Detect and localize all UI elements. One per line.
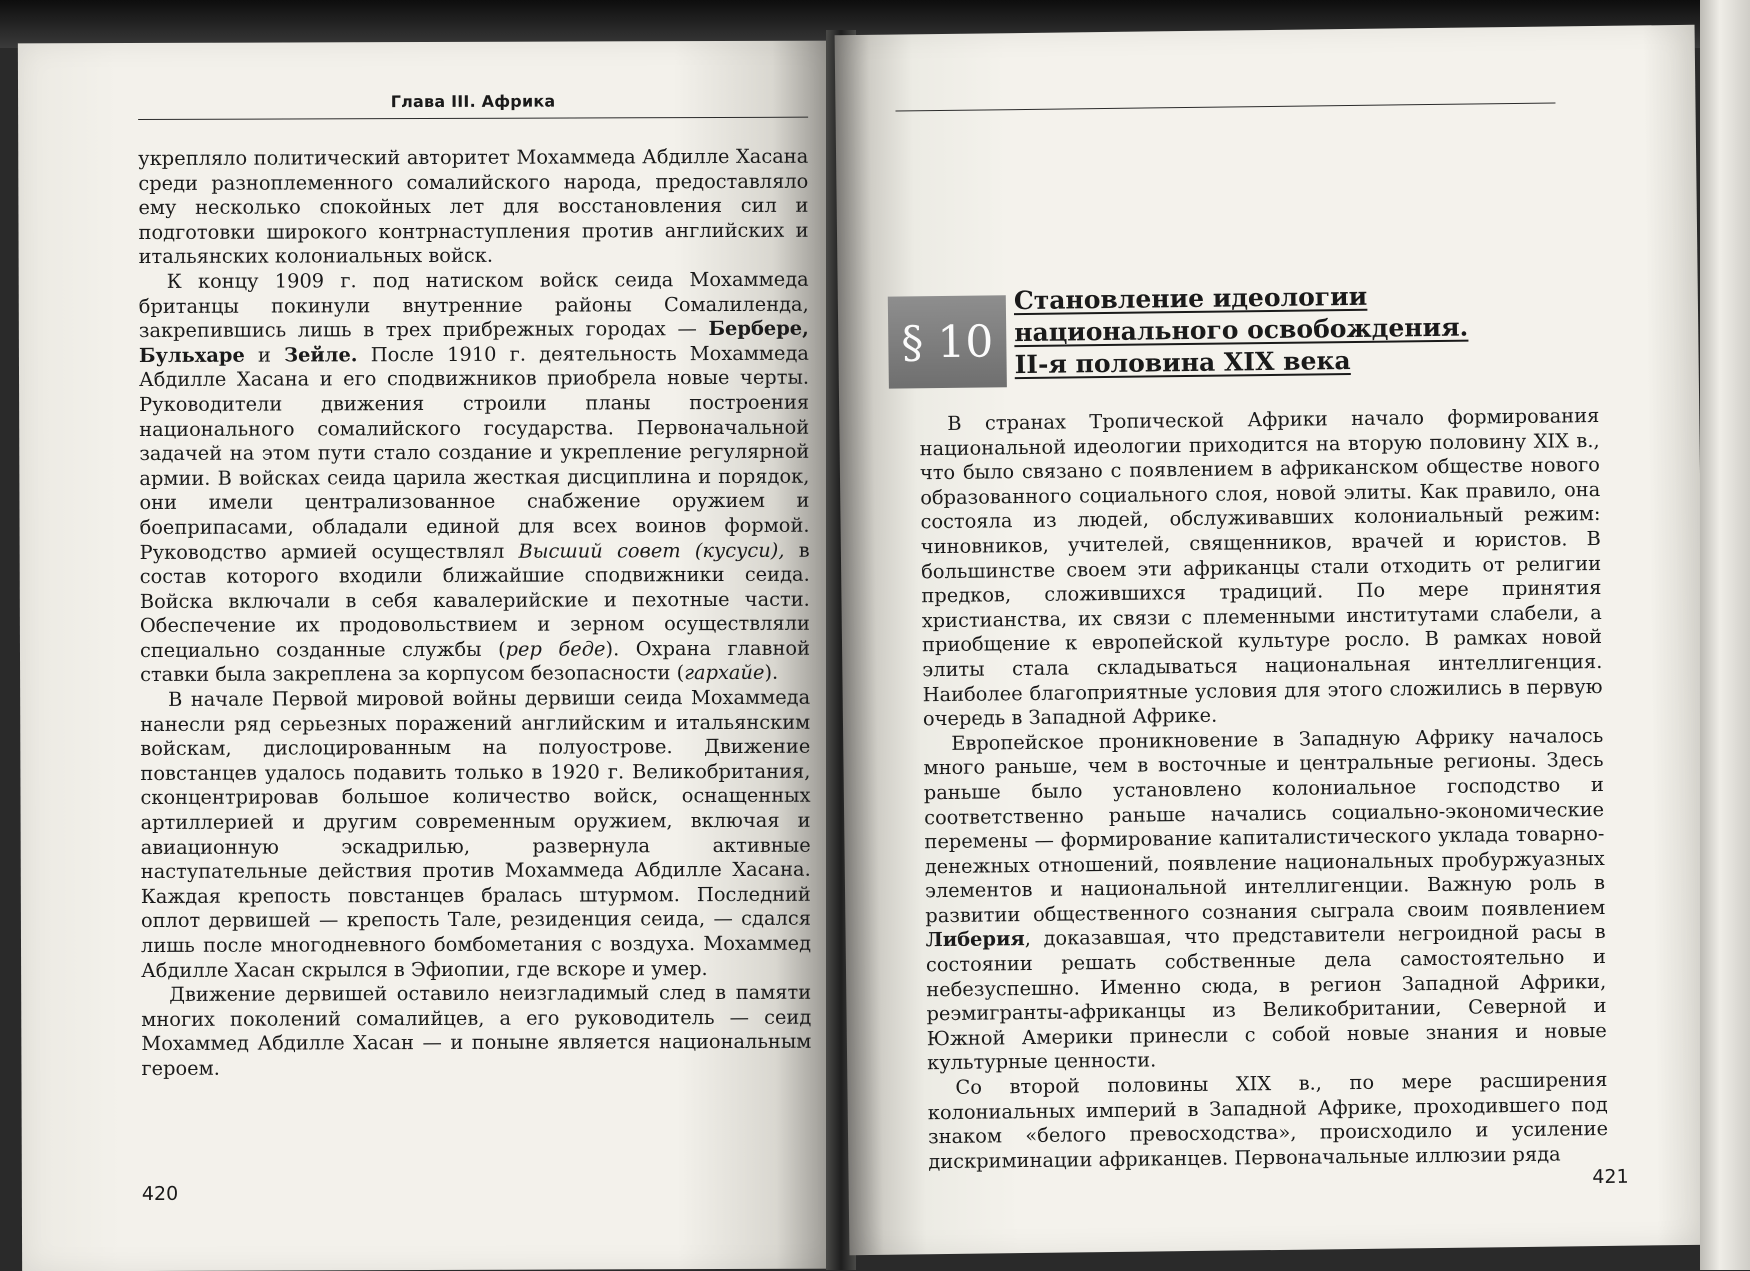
section-title-line: II-я половина XIX века <box>1014 346 1351 380</box>
page-number: 420 <box>141 1182 179 1206</box>
right-body-text <box>919 404 1608 1175</box>
right-page <box>835 25 1710 1255</box>
paragraph: В странах Тропической Африки начало формирования национальной идеологии приходится на вторую половину XIX в., что было связано с появлением в африканском обществе нового образованного социального слоя, новой элиты. Как правило, она состояла из людей, обслуживавших колониальный режим: чиновников, учителей, священников, врачей и юристов. В большинстве своем эти африканцы стали отходить от религии предков, сложившихся традиций. По мере принятия христианства, их связи с племенными институтами слабели, а приобщение к европейской культуре росло. В рамках новой элиты стала складываться национальная интеллигенция. Наиболее благоприятные условия для этого сложились в первую очередь в Западной Африке. <box>919 403 1603 731</box>
running-head: Глава III. Африка <box>390 91 556 112</box>
section-number-badge: § 10 <box>888 295 1007 388</box>
paragraph: К концу 1909 г. под натиском войск сеида Мохаммеда британцы покинули внутренние районы Сомалиленда, закрепившись лишь в трех прибрежных городах — Бербере, Бульхаре и Зейле. После 1910 г. деятельность Мохаммеда Абдилле Хасана и его сподвижников приобрела новые черты. Руководители движения строили планы построения национального сомалийского государства. Первоначальной задачей на этом пути стало создание и укрепление регулярной армии. В войсках сеида царила жесткая дисциплина и порядок, они имели централизованное снабжение оружием и боеприпасами, обладали единой для всех воинов формой. Руководство армией осуществлял Высший совет (кусуси), в состав которого входили ближайшие сподвижники сеида. Войска включали в себя кавалерийские и пехотные части. Обеспечение их продовольствием и зерном осуществляли специально созданные службы (рер беде). Охрана главной ставки была закреплена за корпусом безопасности (гархайе). <box>138 267 811 687</box>
paragraph: укрепляло политический авторитет Мохаммеда Абдилле Хасана среди разноплеменного сомалийского народа, предоставляло ему несколько спокойных лет для восстановления сил и подготовки широкого контрнаступления против английских и итальянских колониальных войск. <box>138 144 809 269</box>
paragraph: Со второй половины XIX в., по мере расширения колониальных империй в Западной Африке, проходившего под знаком «белого превосходства», происходило и усиление дискриминации африканцев. Первоначальные иллюзии ряда <box>927 1067 1609 1174</box>
section-title-line: национального освобождения. <box>1014 312 1469 348</box>
left-page <box>18 41 842 1271</box>
paragraph: В начале Первой мировой войны дервиши сеида Мохаммеда нанесли ряд серьезных поражений английским и итальянским войскам, дислоцированным на полуострове. Движение повстанцев удалось подавить только в 1920 г. Великобритания, сконцентрировав большое количество войск, оснащенных артиллерией и другим современным оружием, включая и авиационную эскадрилью, развернула активные наступательные действия против Мохаммеда Абдилле Хасана. Каждая крепость повстанцев бралась штурмом. Последний оплот дервишей — крепость Тале, резиденция сеида, — сдался лишь после многодневного бомбометания с воздуха. Мохаммед Абдилле Хасан скрылся в Эфиопии, где вскоре и умер. <box>140 685 812 982</box>
paragraph: Европейское проникновение в Западную Африку началось много раньше, чем в восточные и центральные регионы. Здесь раньше было установлено колониальное господство и соответственно раньше начались социально-экономические перемены — формирование капиталистического уклада товарно-денежных отношений, появление национальных пробуржуазных элементов и национальной интеллигенции. Важную роль в развитии общественного сознания сыграла своим появлением Либерия, доказавшая, что представители негроидной расы в состоянии решать собственные дела самостоятельно и небезуспешно. Именно сюда, в регион Западной Африки, реэмигранты-африканцы из Великобритании, Северной и Южной Америки принесли с собой новые знания и новые культурные ценности. <box>923 723 1607 1075</box>
header-rule <box>896 102 1556 111</box>
page-edge <box>1700 0 1750 1270</box>
section-title <box>1014 279 1495 381</box>
page-number: 421 <box>1592 1165 1629 1189</box>
section-title-line: Становление идеологии <box>1013 281 1368 316</box>
paragraph: Движение дервишей оставило неизгладимый след в памяти многих поколений сомалийцев, а его руководитель — сеид Мохаммед Абдилле Хасан — и поныне является национальным героем. <box>141 980 812 1080</box>
left-body-text <box>138 145 811 1082</box>
header-rule <box>138 117 808 120</box>
